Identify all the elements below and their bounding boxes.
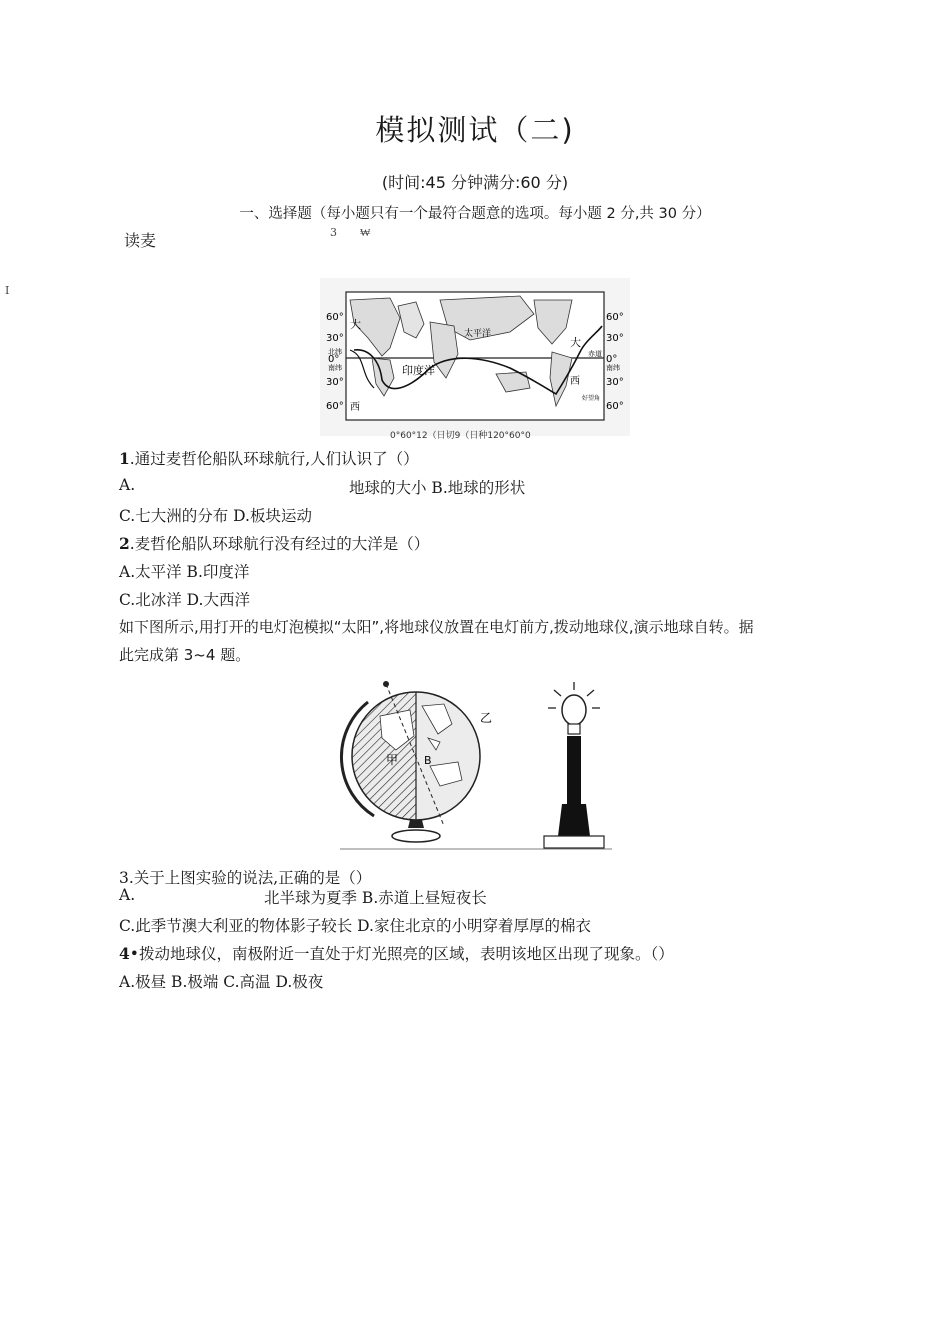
lat-left: 30° — [326, 333, 344, 344]
lat-left: 60° — [326, 401, 344, 412]
lamp — [544, 682, 604, 848]
intro-paragraph: 此完成第 3~4 题。 — [119, 646, 251, 664]
label-jia: 甲 — [386, 753, 399, 767]
question-stem: .麦哲伦船队环球航行没有经过的大洋是（） — [129, 535, 430, 553]
map-caption-cut: 0°60°12（日切9（日种120°60°0 — [390, 431, 531, 441]
lat-right: 60° — [606, 401, 624, 412]
lat-left: 南纬 — [328, 364, 342, 372]
q1-options-cd: C.七大洲的分布 D.板块运动 — [119, 507, 312, 525]
q3-option-a-label: A. — [119, 886, 136, 904]
intro-cut: 读麦 — [124, 231, 157, 250]
label-b: B — [424, 754, 432, 767]
pacific-label: 太平洋 — [464, 329, 492, 339]
globe-lamp-figure — [340, 676, 612, 851]
question-2 — [119, 532, 429, 554]
exam-time-info: (时间:45 分钟满分:60 分) — [381, 173, 569, 192]
question-4 — [119, 942, 674, 964]
lat-right: 南纬 — [606, 364, 620, 372]
magellan-route-map — [320, 278, 630, 441]
lat-right: 0° — [606, 354, 618, 365]
q2-options-ab: A.太平洋 B.印度洋 — [119, 563, 250, 581]
lat-right: 60° — [606, 312, 624, 323]
q2-options-cd: C.北冰洋 D.大西洋 — [119, 591, 250, 609]
question-stem: •拨动地球仪，南极附近一直处于灯光照亮的区域，表明该地区出现了现象。（） — [129, 945, 674, 963]
cape-label: 好望角 — [582, 395, 601, 402]
lat-left: 60° — [326, 312, 344, 323]
question-number: 1 — [119, 449, 130, 468]
question-number: 4 — [119, 944, 130, 963]
q3-options-cd: C.此季节澳大利亚的物体影子较长 D.家住北京的小明穿着厚厚的棉衣 — [119, 917, 591, 935]
atlantic-label-right: 西 — [570, 376, 580, 387]
intro-paragraph: 如下图所示,用打开的电灯泡模拟“太阳”,将地球仪放置在电灯前方,拨动地球仪,演示地球自转。据 — [119, 618, 754, 636]
atlantic-label-left: 大 — [350, 318, 361, 331]
lat-left: 30° — [326, 377, 344, 388]
question-stem: .通过麦哲伦船队环球航行,人们认识了（） — [129, 450, 419, 468]
stray-mark: 3 — [330, 226, 337, 239]
atlantic-label-right: 大 — [570, 336, 581, 349]
lat-left: 北纬 — [328, 348, 342, 356]
label-yi: 乙 — [480, 711, 493, 725]
stray-left-mark: I — [5, 284, 10, 297]
indian-label: 印度洋 — [402, 364, 435, 377]
section-heading: 一、选择题（每小题只有一个最符合题意的选项。每小题 2 分,共 30 分） — [239, 206, 711, 222]
globe — [341, 681, 492, 842]
stray-mark: ₩ — [360, 226, 371, 239]
lat-left: 0° — [328, 354, 340, 365]
lat-right: 30° — [606, 377, 624, 388]
q3-options-ab: 北半球为夏季 B.赤道上昼短夜长 — [264, 889, 487, 907]
question-3-stem-cut: 3.关于上图实验的说法,正确的是（） — [119, 869, 372, 887]
atlantic-label-left: 西 — [350, 402, 360, 413]
q1-options-ab: 地球的大小 B.地球的形状 — [349, 479, 526, 497]
lat-right: 赤道 — [588, 350, 602, 358]
page-title: 模拟测试（二) — [375, 113, 575, 147]
q1-option-a-label: A. — [119, 476, 136, 494]
lat-right: 30° — [606, 333, 624, 344]
q4-options: A.极昼 B.极端 C.高温 D.极夜 — [119, 973, 324, 991]
question-1 — [119, 447, 419, 469]
question-number: 2 — [119, 534, 130, 553]
